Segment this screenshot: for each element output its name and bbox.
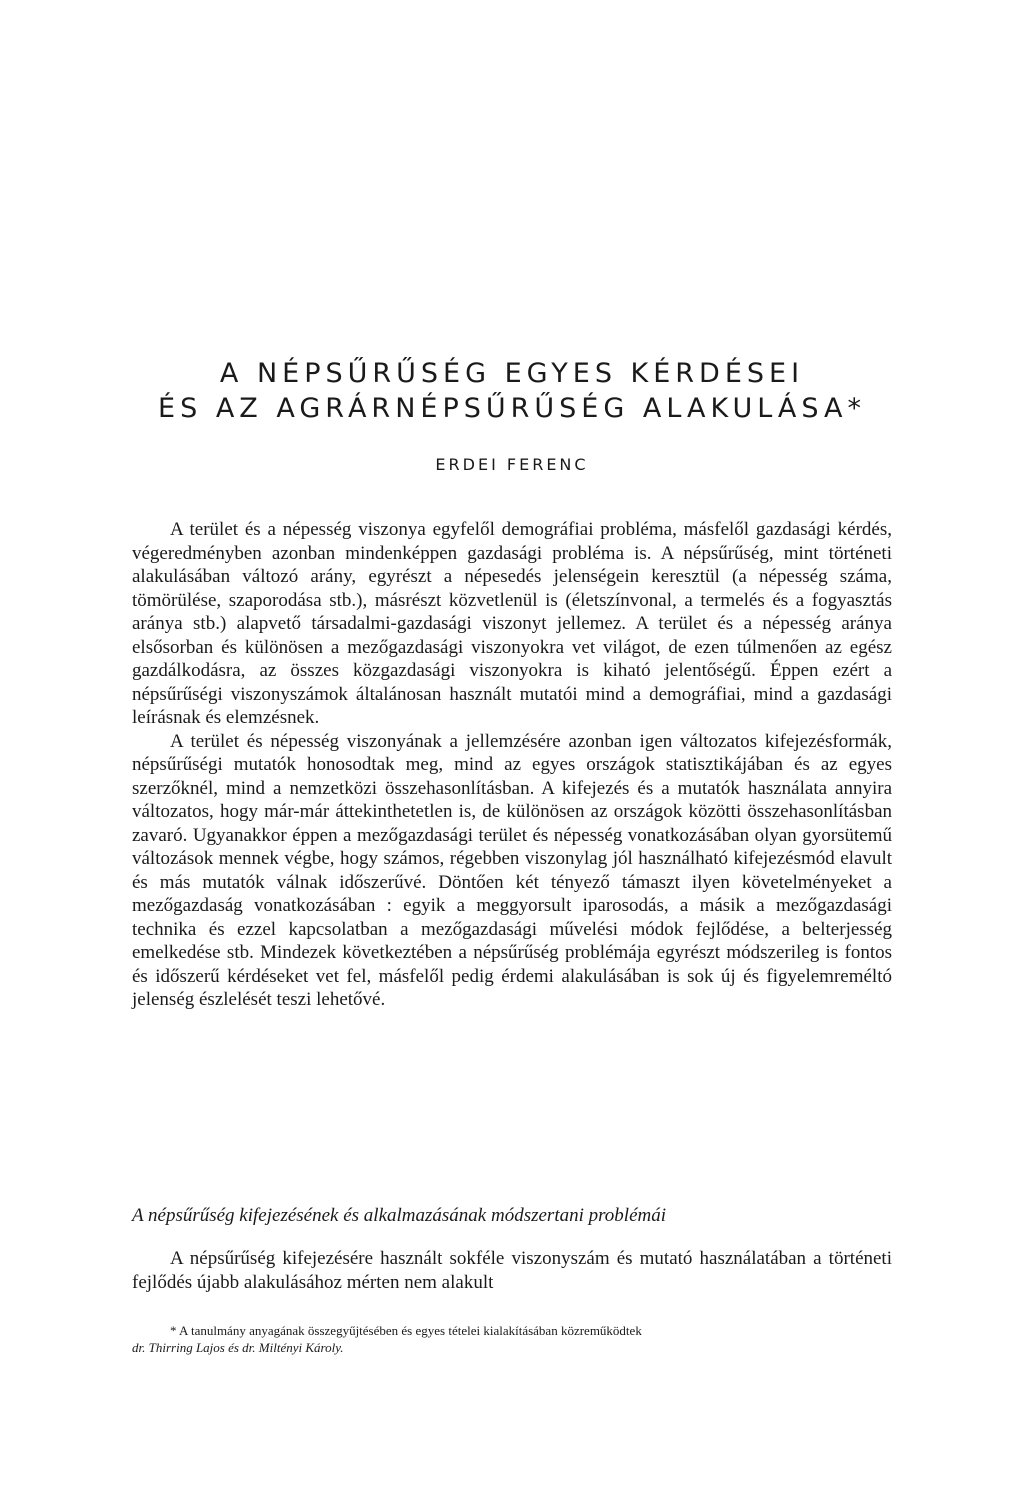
footnote-text: * A tanulmány anyagának összegyűjtésében és egyes tételei kialakításában közreműködtek [170,1323,642,1338]
paragraph-2: A terület és népesség viszonyának a jellemzésére azonban igen változatos kifejezésformák, népsűrűségi mutatók honosodtak meg, mind az egyes országok statisztikájában és az egyes szerzőknél, mind a nemzetközi összehasonlításban. A kifejezés és a mutatók használata annyira változatos, hogy már-már áttekinthetetlen is, de különösen az országok közötti összehasonlításban zavaró. Ugyanakkor éppen a mezőgazdasági terület és népesség vonatkozásában olyan gyorsütemű változások mennek végbe, hogy számos, régebben viszonylag jól használható kifejezésmód elavult és más mutatók válnak időszerűvé. Döntően két tényező támaszt ilyen követelményeket a mezőgazdaság vonatkozásában : egyik a meggyorsult iparosodás, a másik a mezőgazdasági technika és ezzel kapcsolatban a mezőgazdasági művelési módok fejlődése, a belterjesség emelkedése stb. Mindezek következtében a népsűrűség problémája egyrészt módszerileg is fontos és időszerű kérdéseket vet fel, másfelől pedig érdemi alakulásában is sok új és figyelemreméltó jelenség észlelését teszi lehetővé. [132,730,892,1010]
footnote [132,1322,892,1356]
title-line-1: A NÉPSŰRŰSÉG EGYES KÉRDÉSEI [219,358,805,389]
title-line-2: ÉS AZ AGRÁRNÉPSŰRŰSÉG ALAKULÁSA* [158,393,866,424]
footnote-names: dr. Thirring Lajos és dr. Miltényi Károly. [132,1340,344,1355]
body-text [132,518,892,1012]
section-heading: A népsűrűség kifejezésének és alkalmazásának módszertani problémái [132,1205,667,1226]
section-paragraph: A népsűrűség kifejezésére használt sokféle viszonyszám és mutató használatában a történeti fejlődés újabb alakulásához mérten nem alakult [132,1248,892,1293]
author-name: ERDEI FERENC [435,455,589,474]
section-text [132,1247,892,1295]
article-title [110,356,914,426]
paragraph-1: A terület és a népesség viszonya egyfelől demográfiai probléma, másfelől gazdasági kérdés, végeredményben azonban mindenképpen gazdasági probléma is. A népsűrűség, mint történeti alakulásában változó arány, egyrészt a népesedés jelenségein keresztül (a népesség száma, tömörülése, szaporodása stb.), másrészt közvetlenül is (életszínvonal, a termelés és a fogyasztás aránya stb.) alapvető társadalmi-gazdasági viszonyt jellemez. A terület és a népesség aránya elsősorban és különösen a mezőgazdasági viszonyokra vet világot, de ezen túlmenően az egész gazdálkodásra, az összes közgazdasági viszonyokra is kiható jelentőségű. Éppen ezért a népsűrűségi viszonyszámok általánosan használt mutatói mind a demográfiai, mind a gazdasági leírásnak és elemzésnek. [132,519,892,728]
